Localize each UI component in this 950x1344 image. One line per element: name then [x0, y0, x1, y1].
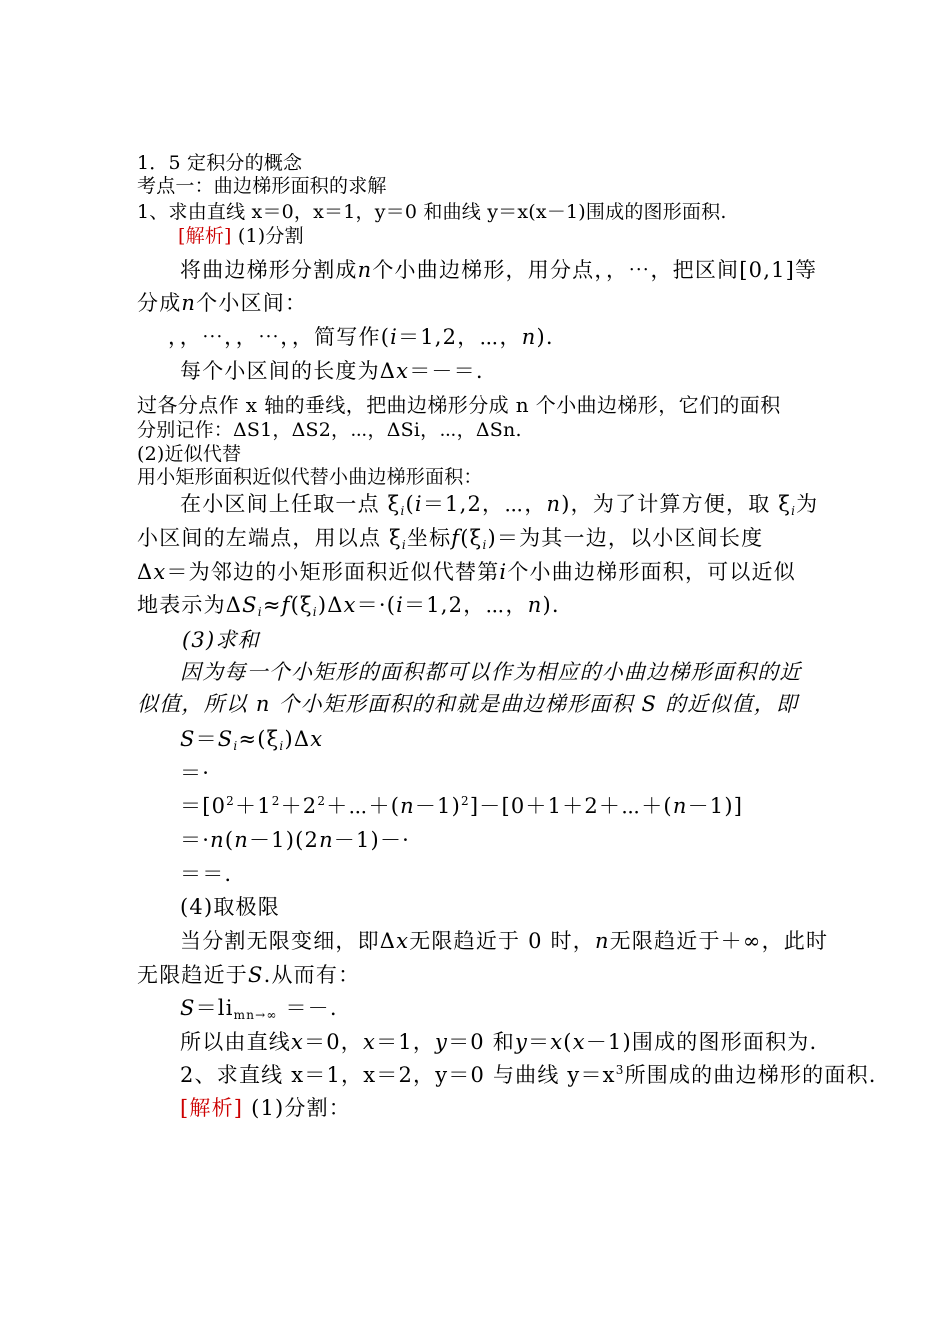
- text-line: 地表示为$\Delta S_i\approx f(\xi_i)\Delta x=\cdot(i=1,2$，⋯，n).: [137, 593, 560, 619]
- text-line: ，，⋯，，⋯，，简写作(i＝1,2，⋯，n).: [168, 325, 554, 349]
- text-line: 小区间的左端点，用以点 $\xi_i$坐标$f(\xi_i)=$为其一边，以小区间长度: [137, 526, 764, 552]
- text-line: Δx＝为邻边的小矩形面积近似代替第i个小曲边梯形面积，可以近似: [137, 560, 796, 584]
- question-1: 1、求由直线 x＝0，x＝1，y＝0 和曲线 y＝x(x－1)围成的图形面积.: [137, 201, 727, 223]
- text-line: 当分割无限变细，即Δx无限趋近于 0 时，n无限趋近于＋∞，此时: [180, 929, 829, 953]
- text-line: 每个小区间的长度为Δx＝－＝.: [180, 359, 484, 383]
- step-heading: (4)取极限: [180, 895, 280, 919]
- formula-line: $=[0^2+1^2+2^2+\cdots+(n-1)^2]-[0+1+2+\cdots+(n-1)]$: [180, 794, 744, 818]
- point-title: 考点一：曲边梯形面积的求解: [137, 175, 387, 197]
- formula-line: ＝＝.: [180, 862, 233, 886]
- step-heading: (3)求和: [182, 628, 260, 652]
- text-line: 分成n个小区间：: [137, 291, 308, 315]
- question-2: 2、求直线 x＝1，x＝2，y＝0 与曲线 $y=x^3$所围成的曲边梯形的面积.: [180, 1063, 877, 1087]
- text-line: 似值，所以 n 个小矩形面积的和就是曲边梯形面积 S 的近似值，即: [137, 692, 799, 716]
- step-heading: (2)近似代替: [137, 443, 242, 465]
- text-line: 分别记作：ΔS1，ΔS2，⋯，ΔSi，⋯，ΔSn.: [137, 419, 522, 441]
- formula-line: $S=S_i\approx(\xi_i)\Delta x$: [180, 727, 324, 753]
- section-title: 1．5 定积分的概念: [137, 152, 303, 174]
- formula-line: $S=li_{mn\to\infty}$ ＝－.: [180, 996, 338, 1022]
- text-line: 无限趋近于S.从而有：: [137, 963, 361, 987]
- formula-line: ＝·: [180, 761, 211, 785]
- text-line: 将曲边梯形分割成n个小曲边梯形，用分点，，⋯，把区间[0,1]等: [180, 258, 818, 282]
- text-line: 用小矩形面积近似代替小曲边梯形面积：: [137, 466, 483, 488]
- formula-line: ＝·n(n－1)(2n－1)－·: [180, 828, 411, 852]
- text-line: 所以由直线x＝0，x＝1，y＝0 和y＝x(x－1)围成的图形面积为.: [180, 1030, 818, 1054]
- text-line: 过各分点作 x 轴的垂线，把曲边梯形分成 n 个小曲边梯形，它们的面积: [137, 393, 781, 417]
- text-line: 因为每一个小矩形的面积都可以作为相应的小曲边梯形面积的近: [180, 660, 802, 684]
- analysis-tag: [解析]: [178, 225, 232, 247]
- analysis-heading-2: [解析] (1)分割：: [180, 1096, 352, 1120]
- text-line: 在小区间上任取一点 $\xi_i(i=1,2$，⋯，n)，为了计算方便，取 $\xi_i$为: [180, 492, 819, 518]
- analysis-tag: [解析]: [180, 1096, 244, 1120]
- analysis-heading-1: [解析] (1)分割: [178, 225, 304, 247]
